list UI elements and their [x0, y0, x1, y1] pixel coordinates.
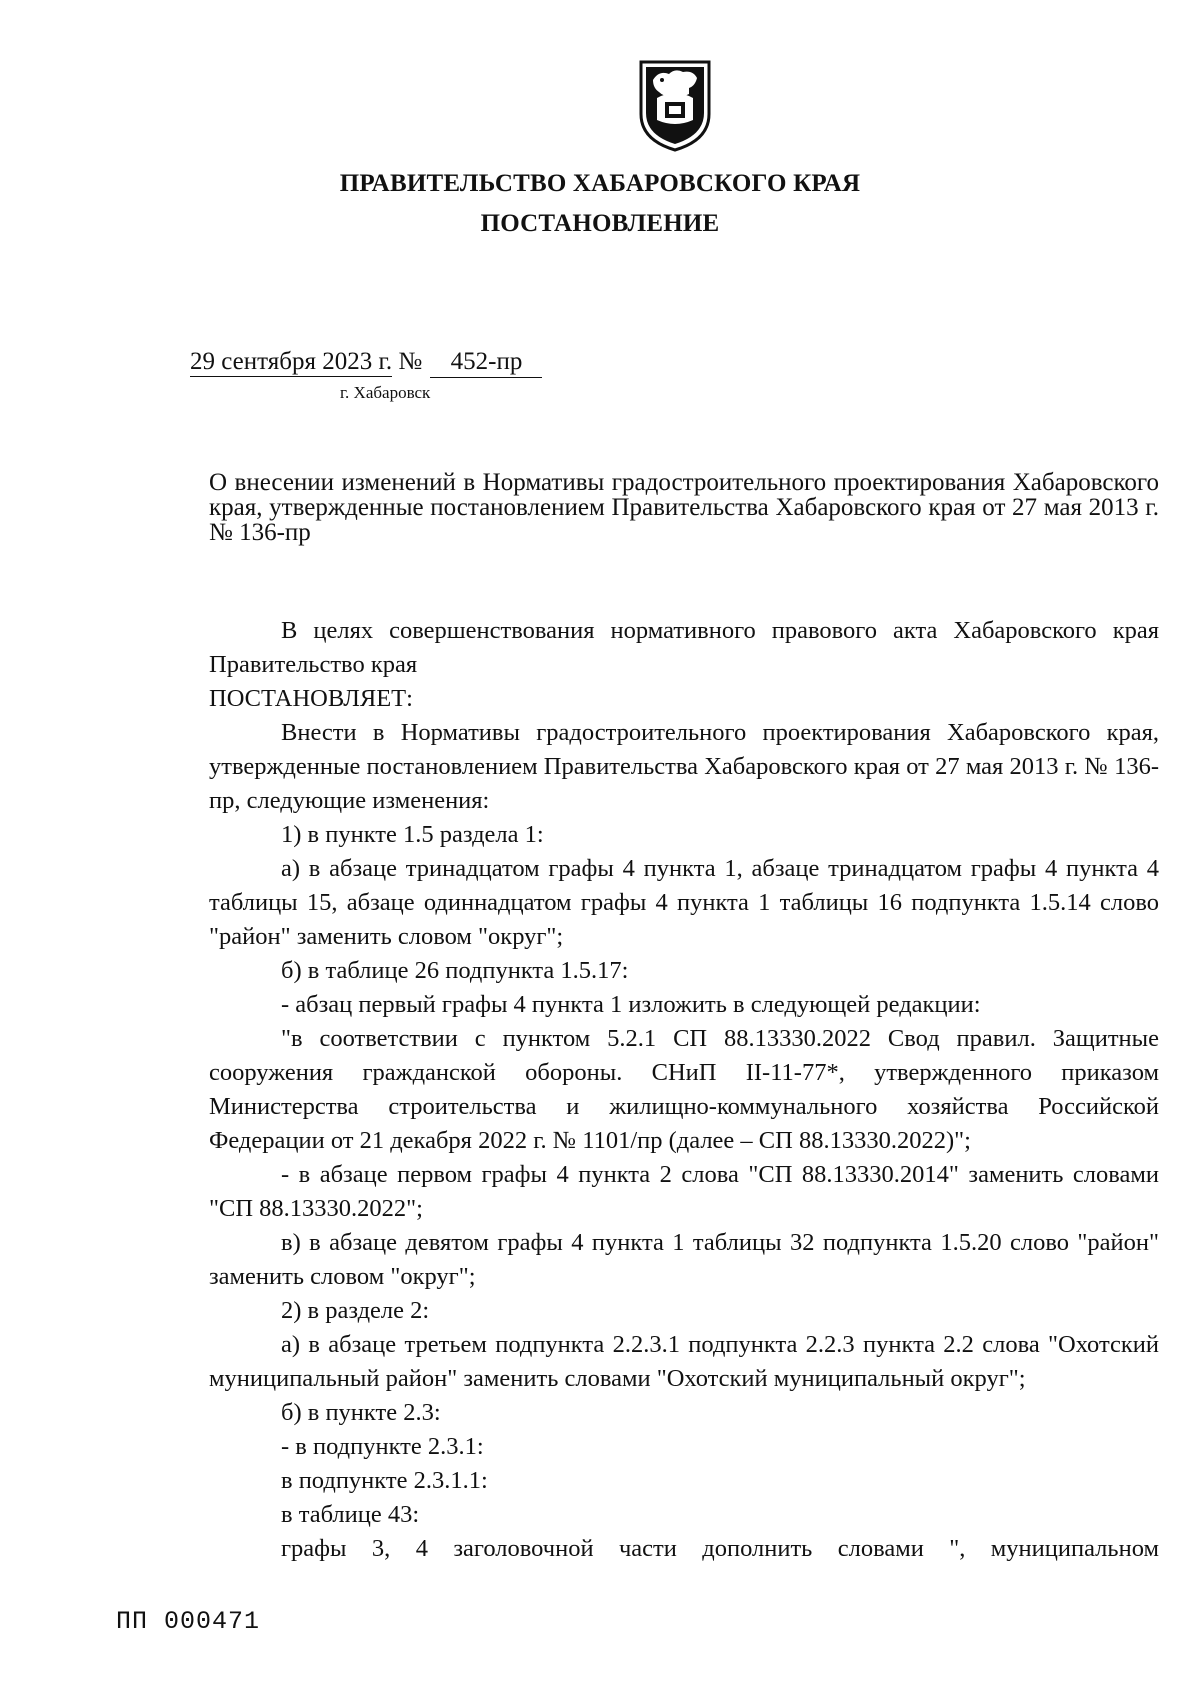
decree-body [209, 614, 1159, 1566]
paragraph: в) в абзаце девятом графы 4 пункта 1 таблицы 32 подпункта 1.5.20 слово "район" заменить словом "округ"; [209, 1229, 1159, 1290]
paragraph: - в абзаце первом графы 4 пункта 2 слова "СП 88.13330.2014" заменить словами "СП 88.13330.2022"; [209, 1161, 1159, 1222]
coat-of-arms-icon [635, 58, 715, 152]
paragraph: Внести в Нормативы градостроительного проектирования Хабаровского края, утвержденные постановлением Правительства Хабаровского края от 27 мая 2013 г. № 136-пр, следующие изменения: [209, 719, 1159, 814]
paragraph: графы 3, 4 заголовочной части дополнить словами ", муниципальном [281, 1535, 1159, 1562]
paragraph: 1) в пункте 1.5 раздела 1: [281, 821, 544, 848]
paragraph: а) в абзаце третьем подпункта 2.2.3.1 подпункта 2.2.3 пункта 2.2 слова "Охотский муниципальный район" заменить словами "Охотский муниципальный округ"; [209, 1331, 1159, 1392]
number-sign: № [398, 348, 423, 375]
paragraph: - абзац первый графы 4 пункта 1 изложить в следующей редакции: [281, 991, 981, 1018]
paragraph: в подпункте 2.3.1.1: [281, 1467, 488, 1494]
paragraph: 2) в разделе 2: [281, 1297, 430, 1324]
government-title: ПРАВИТЕЛЬСТВО ХАБАРОВСКОГО КРАЯ [339, 170, 861, 197]
paragraph: а) в абзаце тринадцатом графы 4 пункта 1, абзаце тринадцатом графы 4 пункта 4 таблицы 15, абзаце одиннадцатом графы 4 пункта 1 таблицы 16 подпункта 1.5.14 слово "район" заменить словом "округ"; [209, 855, 1159, 950]
decree-subject: О внесении изменений в Нормативы градостроительного проектирования Хабаровского края, утвержденные постановлением Правительства Хабаровского края от 27 мая 2013 г. № 136-пр [209, 469, 1159, 546]
form-code: ПП 000471 [116, 1607, 261, 1636]
paragraph: ПОСТАНОВЛЯЕТ: [209, 685, 413, 712]
paragraph: б) в пункте 2.3: [281, 1399, 441, 1426]
paragraph: в таблице 43: [281, 1501, 420, 1528]
paragraph: б) в таблице 26 подпункта 1.5.17: [281, 957, 629, 984]
paragraph: В целях совершенствования нормативного правового акта Хабаровского края Правительство края [209, 617, 1159, 678]
decree-number: 452-пр [430, 348, 542, 378]
paragraph: "в соответствии с пунктом 5.2.1 СП 88.13330.2022 Свод правил. Защитные сооружения гражданской обороны. СНиП II-11-77*, утвержденного приказом Министерства строительства и жилищно-коммунального хозяйства Российской Федерации от 21 декабря 2022 г. № 1101/пр (далее – СП 88.13330.2022)"; [209, 1025, 1159, 1154]
decree-date: 29 сентября 2023 г. [190, 348, 393, 375]
paragraph: - в подпункте 2.3.1: [281, 1433, 484, 1460]
decree-date-line [190, 348, 542, 378]
document-type: ПОСТАНОВЛЕНИЕ [480, 210, 720, 237]
decree-city: г. Хабаровск [340, 383, 431, 402]
